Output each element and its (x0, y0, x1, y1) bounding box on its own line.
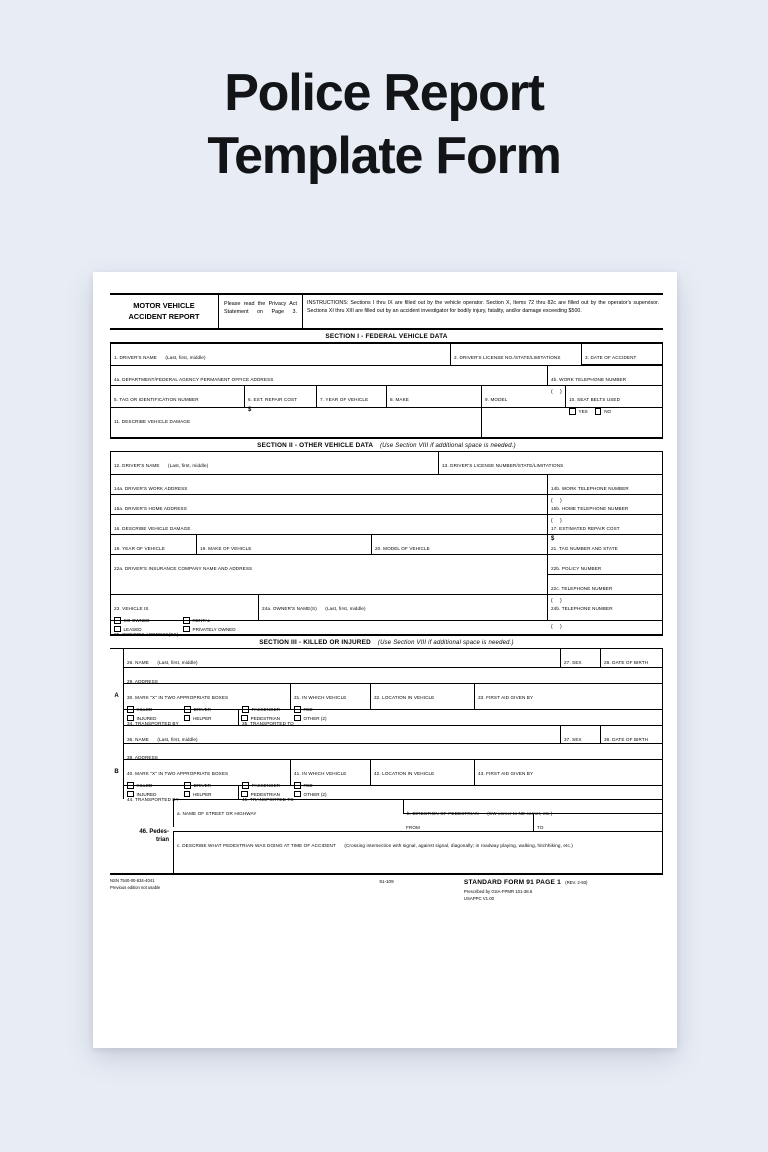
field-17-currency-symbol: $ (551, 536, 555, 543)
field-20-model-of-vehicle[interactable] (371, 534, 547, 554)
field-15a-home-address[interactable] (110, 494, 547, 514)
field-36-name[interactable] (123, 725, 560, 743)
footer-usappc: USAPPC V1.00 (463, 895, 494, 901)
field-40-injured-label: INJURED (136, 791, 157, 797)
field-46-pedestrian-label (110, 799, 173, 873)
section-2-row-15 (110, 494, 663, 525)
field-19-label: 19. MAKE OF VEHICLE (200, 546, 252, 552)
section-1-row-2 (110, 365, 663, 396)
field-30-injured-label: INJURED (136, 715, 157, 721)
field-22c-label: 22c. TELEPHONE NUMBER (551, 586, 613, 592)
footer-prescribed: Prescribed by GSA-FPMR 101-38.6 (463, 889, 533, 895)
field-4b-label: 4b. WORK TELEPHONE NUMBER (551, 377, 627, 383)
field-46-label-line-1: 46. Pedes- (139, 829, 169, 836)
field-46b-label: b. DIRECTION OF PEDESTRIAN (407, 811, 479, 817)
field-46-row-ab (173, 799, 663, 831)
field-14b-work-telephone[interactable] (547, 474, 663, 505)
field-46c-describe-action[interactable] (173, 831, 663, 873)
field-31-fed-label: FED (303, 707, 313, 713)
field-24a-label: 24a. OWNER'S NAME(S) (262, 606, 317, 612)
section-3-block-a-row-29 (110, 667, 663, 683)
field-27-label: 27. SEX (564, 660, 582, 666)
form-title-cell (110, 295, 218, 328)
field-5-tag-number[interactable] (110, 385, 244, 407)
field-28-label: 28. DATE OF BIRTH (604, 660, 649, 666)
gutter-spacer (110, 785, 123, 799)
field-2-license[interactable] (450, 343, 581, 365)
field-23-label: 23. VEHICLE IS (114, 606, 149, 612)
form-title-line-2: ACCIDENT REPORT (128, 311, 200, 321)
field-40-pedestrian-label: PEDESTRIAN (250, 791, 280, 797)
section-3-block-a-row-34 (110, 709, 663, 725)
gutter-spacer (110, 649, 123, 667)
field-23-rental-label: RENTAL (192, 618, 211, 624)
field-12-hint: (Last, first, middle) (168, 463, 209, 469)
field-1-hint: (Last, first, middle) (165, 355, 206, 361)
field-31-label: 31. IN WHICH VEHICLE (294, 695, 347, 701)
field-10-seat-belts-used[interactable] (565, 385, 663, 415)
field-3-date-of-accident[interactable] (581, 343, 663, 365)
field-20-label: 20. MODEL OF VEHICLE (375, 546, 430, 552)
field-46b-from-to-row (403, 813, 663, 831)
field-3-label: 3. DATE OF ACCIDENT (585, 355, 637, 361)
field-17-estimated-repair-cost[interactable] (547, 514, 663, 543)
field-32-label: 32. LOCATION IN VEHICLE (374, 695, 435, 701)
field-26-hint: (Last, first, middle) (157, 660, 198, 666)
field-22a-insurance-company[interactable] (110, 554, 547, 594)
field-42-label: 42. LOCATION IN VEHICLE (374, 771, 435, 777)
field-14b-paren: ( ) (551, 498, 565, 505)
field-15a-label: 15a. DRIVER'S HOME ADDRESS (114, 506, 187, 512)
section-3-block-b-row-36 (110, 725, 663, 743)
field-25-owners-addresses[interactable] (110, 620, 663, 638)
field-23-vehicle-is[interactable] (110, 594, 258, 632)
footer-form-name-row (464, 878, 663, 889)
field-44-label: 44. TRANSPORTED BY (127, 797, 179, 803)
section-3-block-b-row-40 (110, 759, 663, 797)
field-24b-telephone-number[interactable] (547, 594, 663, 631)
section-1-row-1 (110, 343, 663, 365)
section-2-row-12 (110, 452, 663, 474)
section-1-row-4 (110, 407, 663, 437)
footer-right (464, 878, 663, 902)
field-18-year-of-vehicle[interactable] (110, 534, 196, 554)
field-46b-from-label: FROM (406, 825, 421, 831)
field-40-helper-label: HELPER (193, 791, 212, 797)
section-2-note: (Use Section VIII if additional space is needed.) (379, 442, 516, 449)
section-2-row-14 (110, 474, 663, 505)
form-header (110, 295, 663, 330)
field-46b-to[interactable] (533, 813, 663, 831)
field-23-co-owned-label: CO-OWNED (123, 618, 150, 624)
field-15b-paren: ( ) (551, 518, 565, 525)
field-1-label: 1. DRIVER'S NAME (114, 355, 157, 361)
gutter-spacer (110, 725, 123, 743)
field-29-address[interactable] (123, 667, 663, 683)
section-2-title: SECTION II - OTHER VEHICLE DATA (257, 441, 373, 449)
field-10-label: 10. SEAT BELTS USED (569, 397, 621, 403)
section-2-row-23 (110, 594, 663, 632)
field-30-passenger-label: PASSENGER (251, 707, 280, 713)
section-1-title: SECTION I - FEDERAL VEHICLE DATA (325, 332, 448, 340)
footer-left (110, 878, 309, 902)
field-9-model[interactable] (481, 385, 565, 407)
footer-revision: (REV. 2-93) (565, 880, 588, 886)
form-title-line-1: MOTOR VEHICLE (133, 301, 195, 310)
field-33-label: 33. FIRST AID GIVEN BY (478, 695, 534, 701)
field-40-label: 40. MARK "X" IN TWO APPROPRIATE BOXES (127, 771, 229, 777)
section-1-bar (110, 330, 663, 343)
field-34-label: 34. TRANSPORTED BY (127, 721, 179, 727)
field-31-other-label: OTHER (2) (303, 715, 327, 721)
field-7-year-of-vehicle[interactable] (316, 385, 386, 407)
section-3-pedestrian-block (110, 799, 663, 873)
field-41-fed-label: FED (303, 783, 313, 789)
field-39-address[interactable] (123, 743, 663, 759)
section-2-bar (110, 437, 663, 452)
field-38-label: 38. DATE OF BIRTH (604, 737, 649, 743)
field-11-describe-vehicle-damage[interactable] (110, 407, 481, 437)
block-a-marker (110, 683, 123, 709)
field-46b-to-label: TO (537, 825, 544, 831)
footer-form-name: STANDARD FORM 91 PAGE 1 (463, 879, 561, 887)
field-32-location-in-vehicle[interactable] (370, 683, 474, 709)
section-2-row-18 (110, 534, 663, 554)
field-46b-from[interactable] (403, 813, 533, 831)
field-24b-label: 24b. TELEPHONE NUMBER (551, 606, 613, 612)
field-22c-telephone-number[interactable] (547, 574, 663, 605)
field-46-row-c (173, 831, 663, 873)
field-21-label: 21. TAG NUMBER AND STATE (551, 546, 618, 552)
form-footer (110, 873, 663, 902)
privacy-act-note: Please read the Privacy Act Statement on Page 3. (218, 295, 302, 328)
field-5-label: 5. TAG OR IDENTIFICATION NUMBER (114, 397, 199, 403)
field-2-label: 2. DRIVER'S LICENSE NO./STATE/LIMITATIONS (454, 355, 561, 361)
field-24b-paren: ( ) (551, 624, 565, 631)
field-21-tag-number-and-state[interactable] (547, 534, 663, 554)
field-12-label: 12. DRIVER'S NAME (114, 463, 160, 469)
field-22b-label: 22b. POLICY NUMBER (551, 566, 602, 572)
field-4a-office-address[interactable] (110, 365, 547, 385)
field-42-location-in-vehicle[interactable] (370, 759, 474, 785)
field-46c-hint: (Crossing intersection with signal, against signal, diagonally; in roadway playing, walking, hitchhiking, etc.) (344, 843, 573, 849)
field-22-right-stack (547, 554, 663, 605)
field-30-helper-label: HELPER (193, 715, 212, 721)
field-46c-label: c. DESCRIBE WHAT PEDESTRIAN WAS DOING AT TIME OF ACCIDENT (177, 843, 336, 849)
section-3-bar (110, 634, 663, 649)
field-14a-label: 14a. DRIVER'S WORK ADDRESS (114, 486, 188, 492)
gutter-spacer (110, 743, 123, 759)
field-31-in-which-vehicle[interactable] (290, 683, 370, 721)
section-2-row-16 (110, 514, 663, 543)
form-paper (93, 272, 677, 1048)
field-16-describe-vehicle-damage[interactable] (110, 514, 547, 534)
field-43-label: 43. FIRST AID GIVEN BY (478, 771, 534, 777)
field-15b-home-telephone[interactable] (547, 494, 663, 525)
block-a-letter: A (114, 693, 119, 700)
field-40-passenger-label: PASSENGER (251, 783, 280, 789)
section-3-title: SECTION III - KILLED OR INJURED (259, 638, 371, 646)
field-46-label-line-2: trian (155, 837, 169, 844)
field-9-label: 9. MODEL (485, 397, 508, 403)
field-12-drivers-name[interactable] (110, 452, 438, 474)
field-35-transported-to[interactable] (238, 709, 663, 725)
field-30-mark-x-boxes[interactable] (123, 683, 290, 721)
field-46-content (173, 799, 663, 873)
field-46b-direction-header (403, 799, 663, 817)
field-10-yes-label: YES (578, 409, 588, 415)
field-15b-label: 15b. HOME TELEPHONE NUMBER (551, 506, 629, 512)
field-11-label: 11. DESCRIBE VEHICLE DAMAGE (114, 419, 191, 425)
field-29-label: 29. ADDRESS (127, 679, 158, 685)
field-24a-hint: (Last, first, middle) (325, 606, 366, 612)
field-13-license[interactable] (438, 452, 663, 474)
field-26-label: 26. NAME (127, 660, 149, 666)
section-3-block-a-row-30 (110, 683, 663, 721)
field-30-label: 30. MARK "X" IN TWO APPROPRIATE BOXES (127, 695, 229, 701)
field-45-label: 45. TRANSPORTED TO (242, 797, 294, 803)
gutter-spacer (110, 709, 123, 725)
field-8-label: 8. MAKE (390, 397, 409, 403)
field-4b-work-telephone[interactable] (547, 365, 663, 396)
field-46b-direction-group (403, 799, 663, 831)
page-title-line-1: Police Report (224, 64, 544, 122)
field-43-first-aid-given-by[interactable] (474, 759, 663, 785)
field-34-transported-by[interactable] (123, 709, 238, 725)
field-23-leased-label: LEASED (123, 626, 142, 632)
section-2-row-25 (110, 620, 663, 638)
field-6-label: 6. EST. REPAIR COST (248, 397, 298, 403)
field-36-label: 36. NAME (127, 737, 149, 743)
footer-center-code: 91-109 (379, 879, 394, 885)
field-41-other-label: OTHER (2) (303, 791, 327, 797)
gutter-spacer (110, 667, 123, 683)
field-30-driver-label: DRIVER (193, 707, 211, 713)
field-41-label: 41. IN WHICH VEHICLE (294, 771, 347, 777)
field-40-driver-label: DRIVER (193, 783, 211, 789)
section-3-note: (Use Section VIII if additional space is needed.) (377, 639, 514, 646)
field-14a-work-address[interactable] (110, 474, 547, 494)
standard-form-91 (110, 293, 663, 903)
field-22c-paren: ( ) (551, 598, 565, 605)
field-37-label: 37. SEX (564, 737, 582, 743)
field-4a-label: 4a. DEPARTMENT/FEDERAL AGENCY PERMANENT OFFICE ADDRESS (114, 377, 274, 383)
field-35-label: 35. TRANSPORTED TO (242, 721, 294, 727)
field-7-label: 7. YEAR OF VEHICLE (320, 397, 369, 403)
field-1-drivers-name[interactable] (110, 343, 450, 365)
section-3-block-b-row-44 (110, 785, 663, 803)
field-6-currency-symbol: $ (248, 407, 252, 414)
section-3-block-b-row-39 (110, 743, 663, 759)
field-13-label: 13. DRIVER'S LICENSE NUMBER/STATE/LIMITATIONS (442, 463, 564, 469)
field-40-mark-x-boxes[interactable] (123, 759, 290, 797)
field-17-label: 17. ESTIMATED REPAIR COST (551, 526, 620, 532)
field-30-killed-label: KILLED (136, 707, 153, 713)
field-4b-paren: ( ) (551, 389, 565, 396)
page-title (0, 0, 768, 189)
field-22a-label: 22a. DRIVER'S INSURANCE COMPANY NAME AND ADDRESS (114, 566, 253, 572)
field-37-sex[interactable] (560, 725, 600, 743)
field-8-make[interactable] (386, 385, 481, 407)
field-19-make-of-vehicle[interactable] (196, 534, 371, 554)
field-39-label: 39. ADDRESS (127, 755, 158, 761)
field-45-transported-to[interactable] (238, 785, 663, 803)
field-14b-label: 14b. WORK TELEPHONE NUMBER (551, 486, 629, 492)
field-36-hint: (Last, first, middle) (157, 737, 198, 743)
field-30-pedestrian-label: PEDESTRIAN (250, 715, 280, 721)
section-1-row-3 (110, 385, 663, 415)
field-40-killed-label: KILLED (136, 783, 153, 789)
section-3-block-a-row-26 (110, 649, 663, 667)
section-2-row-22 (110, 554, 663, 605)
field-46b-hint: (SW corner to NE corner, etc.) (487, 811, 553, 817)
footer-previous-edition: Previous edition not usable (110, 885, 161, 891)
block-b-letter: B (114, 769, 119, 776)
field-6-est-repair-cost[interactable] (244, 385, 316, 414)
field-18-label: 18. YEAR OF VEHICLE (114, 546, 165, 552)
page-title-line-2: Template Form (207, 127, 561, 186)
field-26-name[interactable] (123, 649, 560, 667)
field-23-privately-owned-label: PRIVATELY OWNED (192, 626, 236, 632)
instructions-text: INSTRUCTIONS: Sections I thru IX are filled out by the vehicle operator. Section X, Items 72 thru 82c are filled out by the operator's supervisor. Sections XI thru XIII are filled out by an accident investigator for bodily injury, fatality, and/or damage exceeding $500. (302, 295, 663, 328)
field-46a-label: a. NAME OF STREET OR HIGHWAY (177, 811, 257, 817)
field-38-date-of-birth[interactable] (600, 725, 663, 743)
field-41-in-which-vehicle[interactable] (290, 759, 370, 797)
field-27-sex[interactable] (560, 649, 600, 667)
field-24a-owners-names[interactable] (258, 594, 547, 620)
field-44-transported-by[interactable] (123, 785, 238, 803)
field-11-continuation[interactable] (481, 407, 663, 437)
field-25-label: 25. OWNER'S ADDRESS(ES) (114, 632, 179, 638)
field-10-no-label: NO (604, 409, 612, 415)
block-b-marker (110, 759, 123, 785)
footer-nsn: NSN 7540-00-634-4041 (110, 878, 155, 884)
field-22b-policy-number[interactable] (547, 554, 663, 574)
field-28-date-of-birth[interactable] (600, 649, 663, 667)
field-16-label: 16. DESCRIBE VEHICLE DAMAGE (114, 526, 191, 532)
field-46a-street-name[interactable] (173, 799, 403, 827)
field-33-first-aid-given-by[interactable] (474, 683, 663, 709)
